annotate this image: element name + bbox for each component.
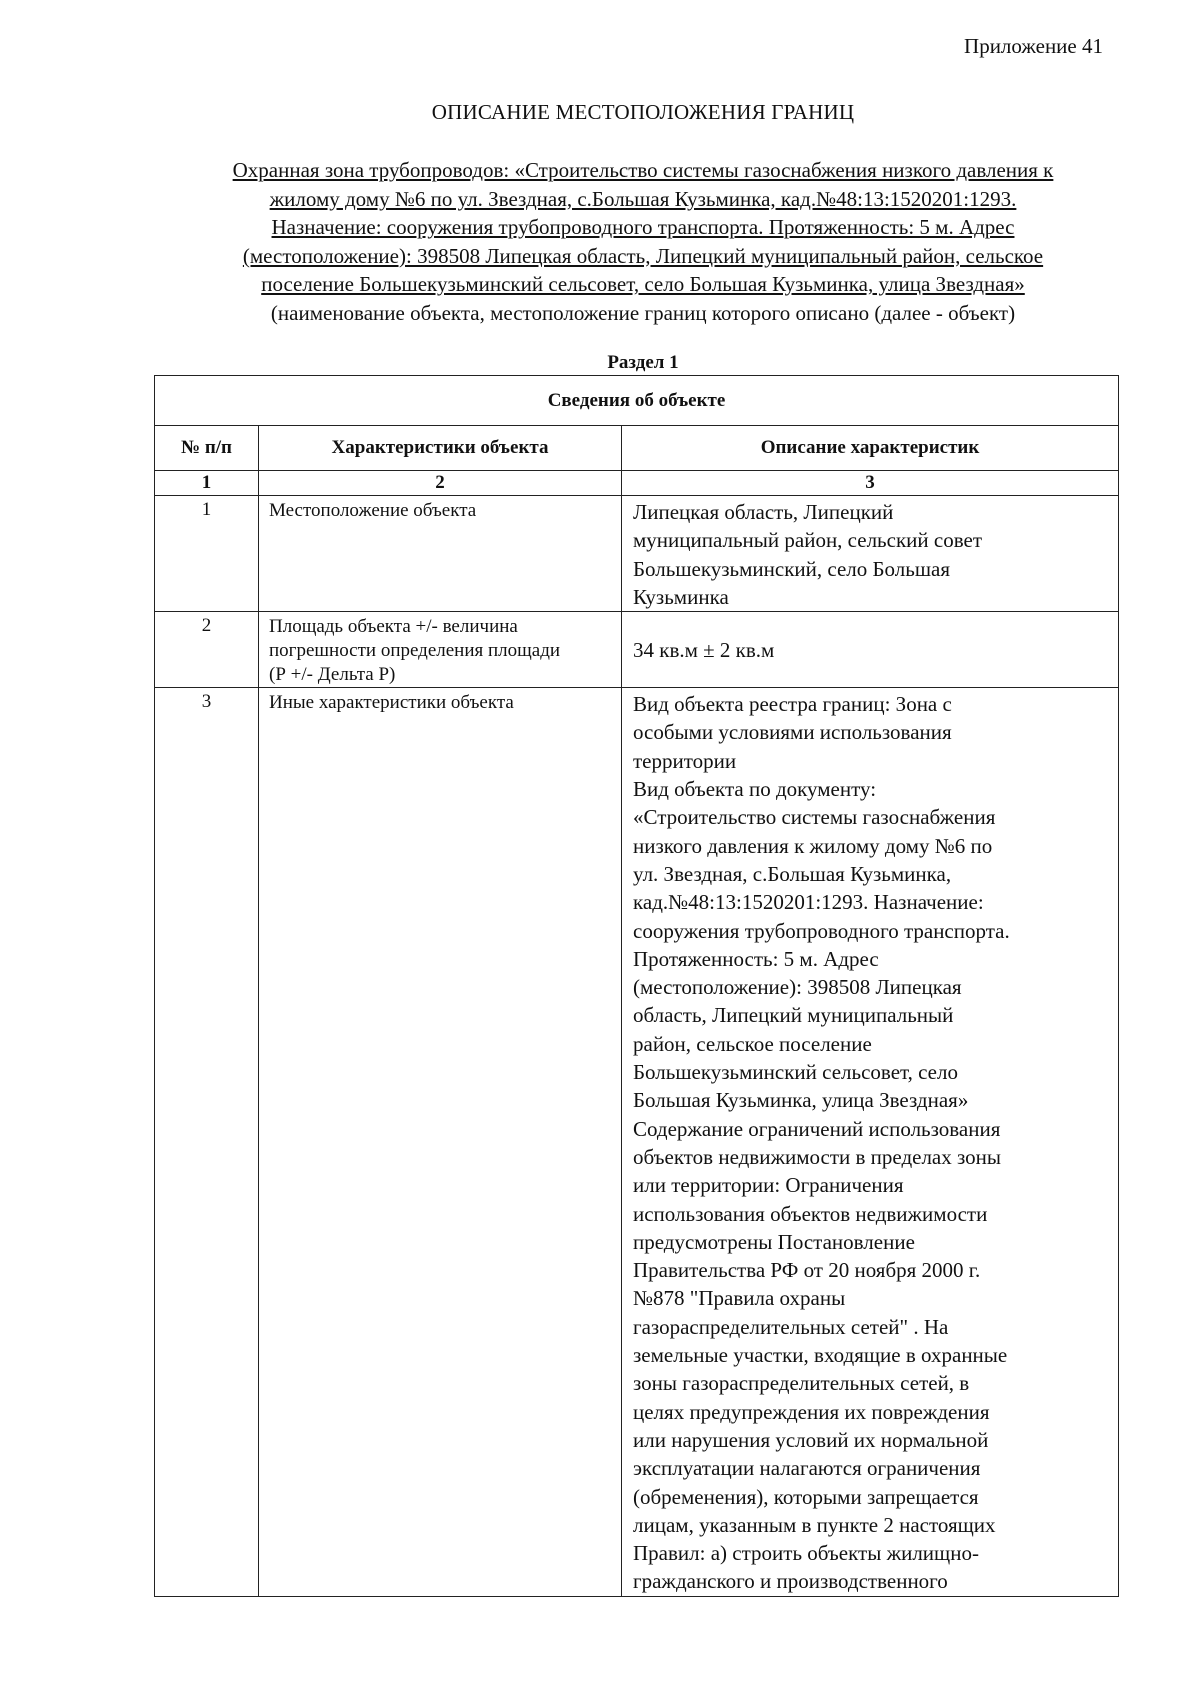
column-number: 1 [155, 471, 259, 496]
document-title: ОПИСАНИЕ МЕСТОПОЛОЖЕНИЯ ГРАНИЦ [431, 100, 855, 124]
object-description [150, 156, 1136, 327]
value-line: лицам, указанным в пункте 2 настоящих [633, 1512, 996, 1537]
table-row [155, 496, 1119, 612]
value-line: эксплуатации налагаются ограничения [633, 1456, 981, 1481]
value-line: гражданского и производственного [633, 1569, 948, 1594]
value-line: Кузьминка [633, 584, 729, 609]
value-line: зоны газораспределительных сетей, в [633, 1371, 970, 1396]
row-value [622, 612, 1119, 688]
row-number: 3 [155, 688, 259, 1597]
value-line: Содержание ограничений использования [633, 1116, 1001, 1141]
value-line: или нарушения условий их нормальной [633, 1427, 989, 1452]
value-line: Правил: а) строить объекты жилищно- [633, 1541, 979, 1566]
column-number: 2 [259, 471, 622, 496]
value-line: предусмотрены Постановление [633, 1229, 915, 1254]
property-line: Иные характеристики объекта [269, 692, 514, 714]
value-line: (местоположение): 398508 Липецкая [633, 975, 962, 1000]
column-number: 3 [622, 471, 1119, 496]
row-value [622, 688, 1119, 1597]
table-row [155, 688, 1119, 1597]
property-line: Площадь объекта +/- величина [269, 616, 518, 638]
value-line: территории [633, 748, 737, 773]
value-line: использования объектов недвижимости [633, 1201, 988, 1226]
header-characteristics: Характеристики объекта [259, 426, 622, 471]
value-line: муниципальный район, сельский совет [633, 528, 982, 553]
table-caption-row [155, 376, 1119, 426]
value-line: ул. Звездная, с.Большая Кузьминка, [633, 861, 952, 886]
value-line: или территории: Ограничения [633, 1173, 904, 1198]
property-line: (Р +/- Дельта Р) [269, 664, 396, 686]
value-line: 34 кв.м ± 2 кв.м [633, 637, 775, 662]
value-line: Большая Кузьминка, улица Звездная» [633, 1088, 969, 1113]
value-line: Протяженность: 5 м. Адрес [633, 946, 879, 971]
row-property [259, 496, 622, 612]
appendix-label: Приложение 41 [964, 34, 1103, 58]
object-line: жилому дому №6 по ул. Звездная, с.Большая Кузьминка, кад.№48:13:1520201:1293. [269, 186, 1017, 211]
object-caption: (наименование объекта, местоположение границ которого описано (далее - объект) [270, 300, 1016, 325]
value-line: «Строительство системы газоснабжения [633, 805, 996, 830]
value-line: объектов недвижимости в пределах зоны [633, 1144, 1002, 1169]
value-line: Большекузьминский сельсовет, село [633, 1060, 958, 1085]
table-row [155, 612, 1119, 688]
value-line: Большекузьминский, село Большая [633, 556, 950, 581]
value-line: Вид объекта реестра границ: Зона с [633, 692, 952, 717]
column-number-row [155, 471, 1119, 496]
header-number: № п/п [155, 426, 259, 471]
property-line: погрешности определения площади [269, 640, 561, 662]
section-label: Раздел 1 [607, 352, 679, 373]
row-property [259, 612, 622, 688]
row-value [622, 496, 1119, 612]
value-line: Вид объекта по документу: [633, 777, 877, 802]
row-property [259, 688, 622, 1597]
row-number: 1 [155, 496, 259, 612]
value-line: область, Липецкий муниципальный [633, 1003, 954, 1028]
value-line: особыми условиями использования [633, 720, 952, 745]
row-number: 2 [155, 612, 259, 688]
value-line: сооружения трубопроводного транспорта. [633, 918, 1010, 943]
value-line: земельные участки, входящие в охранные [633, 1343, 1008, 1368]
header-description: Описание характеристик [622, 426, 1119, 471]
value-line: №878 "Правила охраны [633, 1286, 846, 1311]
object-info-table [154, 375, 1119, 1597]
value-line: Правительства РФ от 20 ноября 2000 г. [633, 1258, 981, 1283]
object-line: поселение Большекузьминский сельсовет, село Большая Кузьминка, улица Звездная» [261, 272, 1025, 296]
object-line: (местоположение): 398508 Липецкая область, Липецкий муниципальный район, сельское [242, 243, 1044, 268]
value-line: низкого давления к жилому дому №6 по [633, 833, 993, 858]
value-line: Липецкая область, Липецкий [633, 500, 894, 524]
object-line: Назначение: сооружения трубопроводного транспорта. Протяженность: 5 м. Адрес [271, 215, 1015, 239]
value-line: целях предупреждения их повреждения [633, 1399, 990, 1424]
value-line: (обременения), которыми запрещается [633, 1484, 979, 1509]
value-line: район, сельское поселение [633, 1031, 872, 1056]
property-line: Местоположение объекта [269, 500, 477, 521]
table-header-row [155, 426, 1119, 471]
object-line: Охранная зона трубопроводов: «Строительство системы газоснабжения низкого давления к [232, 158, 1054, 182]
value-line: кад.№48:13:1520201:1293. Назначение: [633, 890, 984, 915]
table-title: Сведения об объекте [155, 376, 1119, 426]
value-line: газораспределительных сетей" . На [633, 1314, 949, 1339]
